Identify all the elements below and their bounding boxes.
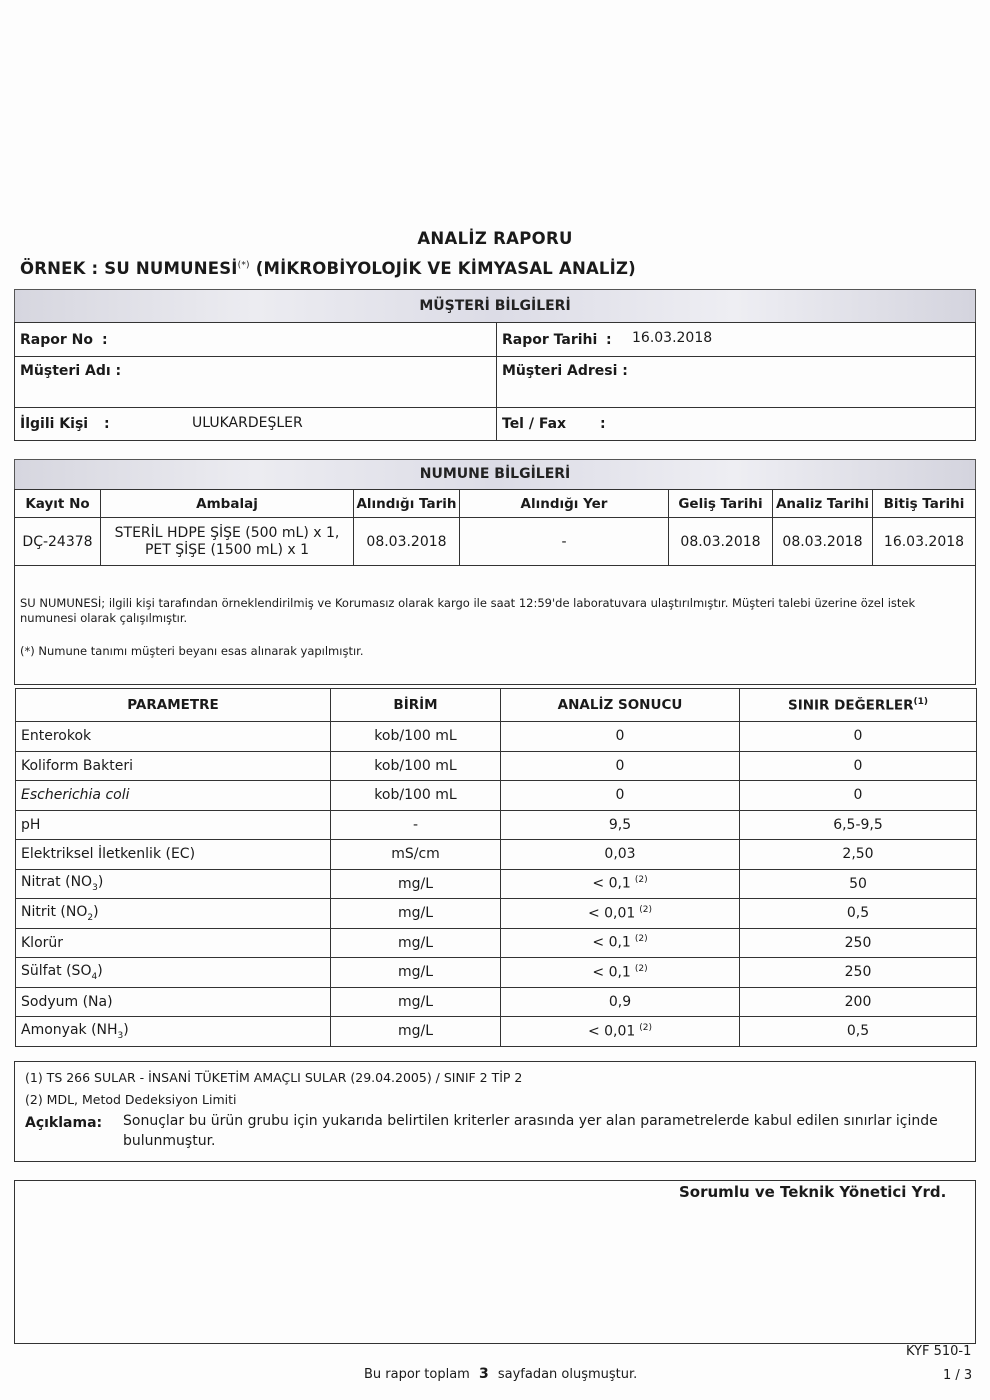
subtitle-mark: (*) bbox=[237, 260, 250, 271]
param-unit: mS/cm bbox=[331, 840, 501, 870]
param-result bbox=[501, 987, 740, 1017]
ilgili-kisi-value: ULUKARDEŞLER bbox=[192, 415, 303, 431]
header-birim: BİRİM bbox=[331, 689, 501, 722]
param-name-close: ) bbox=[93, 903, 99, 920]
param-name bbox=[16, 751, 331, 781]
param-result-text: 0 bbox=[615, 787, 625, 804]
param-name-subscript: 2 bbox=[87, 912, 94, 923]
param-result-text: 0,9 bbox=[608, 993, 632, 1010]
tel-fax-label: Tel / Fax bbox=[502, 416, 567, 432]
param-result bbox=[501, 899, 740, 929]
param-unit: kob/100 mL bbox=[331, 781, 501, 811]
table-row bbox=[16, 869, 977, 899]
param-result bbox=[501, 958, 740, 988]
report-title: ANALİZ RAPORU bbox=[417, 229, 573, 248]
param-result-mark: (2) bbox=[634, 934, 648, 945]
rapor-no-label: Rapor No bbox=[20, 332, 93, 348]
customer-divider-vertical bbox=[496, 322, 497, 441]
table-row bbox=[16, 899, 977, 929]
param-name-close: ) bbox=[97, 874, 104, 891]
aciklama-label: Açıklama: bbox=[25, 1115, 103, 1131]
rapor-tarihi-value: 16.03.2018 bbox=[632, 330, 713, 346]
sample-ambalaj bbox=[100, 517, 354, 566]
param-limit: 6,5-9,5 bbox=[740, 810, 977, 840]
sample-bitis-tarihi: 16.03.2018 bbox=[872, 517, 976, 566]
results-body bbox=[16, 722, 977, 1047]
table-row bbox=[16, 840, 977, 870]
subtitle-tail: (MİKROBİYOLOJİK VE KİMYASAL ANALİZ) bbox=[249, 259, 636, 278]
sample-section-title: NUMUNE BİLGİLERİ bbox=[419, 466, 571, 482]
sample-header-ambalaj: Ambalaj bbox=[100, 489, 354, 518]
signature-title: Sorumlu ve Teknik Yönetici Yrd. bbox=[679, 1183, 947, 1201]
header-sinir-degerler bbox=[740, 689, 977, 722]
param-result bbox=[501, 928, 740, 958]
param-limit: 0,5 bbox=[740, 899, 977, 929]
rapor-no-colon: : bbox=[102, 332, 108, 348]
param-result bbox=[501, 781, 740, 811]
param-name-text: Amonyak (NH bbox=[21, 1021, 118, 1038]
pages-total: 3 bbox=[478, 1366, 489, 1382]
footnote-1: (1) TS 266 SULAR - İNSANİ TÜKETİM AMAÇLI SULAR (29.04.2005) / SINIF 2 TİP 2 bbox=[25, 1070, 523, 1085]
table-row bbox=[16, 722, 977, 752]
param-unit: mg/L bbox=[331, 869, 501, 899]
signature-box bbox=[14, 1180, 976, 1344]
param-unit: kob/100 mL bbox=[331, 751, 501, 781]
aciklama-line-2: bulunmuştur. bbox=[123, 1133, 216, 1149]
param-name-text: Elektriksel İletkenlik (EC) bbox=[21, 846, 196, 863]
param-limit: 0,5 bbox=[740, 1017, 977, 1047]
report-subtitle bbox=[20, 259, 636, 278]
header-parametre: PARAMETRE bbox=[16, 689, 331, 722]
param-unit: mg/L bbox=[331, 1017, 501, 1047]
sample-alindigi-yer: - bbox=[459, 517, 669, 566]
sample-header-kayit-no: Kayıt No bbox=[14, 489, 101, 518]
pages-prefix: Bu rapor toplam bbox=[364, 1367, 470, 1382]
param-unit: kob/100 mL bbox=[331, 722, 501, 752]
sample-header-gelis-tarihi: Geliş Tarihi bbox=[668, 489, 773, 518]
table-row bbox=[16, 958, 977, 988]
param-limit: 0 bbox=[740, 781, 977, 811]
sample-header-alindigi-yer: Alındığı Yer bbox=[459, 489, 669, 518]
param-result bbox=[501, 840, 740, 870]
param-unit: mg/L bbox=[331, 899, 501, 929]
customer-info-box bbox=[14, 322, 976, 441]
header-sinir-mark: (1) bbox=[913, 696, 928, 707]
param-name bbox=[16, 840, 331, 870]
subtitle-main: ÖRNEK : SU NUMUNESİ bbox=[20, 259, 238, 278]
sample-note-2: (*) Numune tanımı müşteri beyanı esas alınarak yapılmıştır. bbox=[20, 644, 364, 658]
customer-section-header bbox=[14, 289, 976, 323]
param-limit: 250 bbox=[740, 928, 977, 958]
param-name-text: Sodyum (Na) bbox=[21, 993, 113, 1010]
param-result-mark: (2) bbox=[639, 904, 653, 915]
param-result-mark: (2) bbox=[634, 875, 648, 886]
ilgili-kisi-colon: : bbox=[104, 416, 110, 432]
table-row bbox=[16, 751, 977, 781]
sample-ambalaj-line1: STERİL HDPE ŞİŞE (500 mL) x 1, bbox=[114, 524, 340, 541]
aciklama-line-1: Sonuçlar bu ürün grubu için yukarıda belirtilen kriterler arasında yer alan parametrelerde kabul edilen sınırlar içinde bbox=[123, 1113, 938, 1129]
param-limit: 0 bbox=[740, 751, 977, 781]
param-name bbox=[16, 869, 331, 899]
sample-ambalaj-line2: PET ŞİŞE (1500 mL) x 1 bbox=[144, 541, 310, 558]
param-name bbox=[16, 810, 331, 840]
sample-header-alindigi-tarih: Alındığı Tarih bbox=[353, 489, 460, 518]
param-result bbox=[501, 1017, 740, 1047]
param-name-text: Enterokok bbox=[21, 728, 92, 745]
param-name-close: ) bbox=[123, 1021, 129, 1038]
rapor-tarihi-label: Rapor Tarihi bbox=[502, 332, 598, 348]
param-result-mark: (2) bbox=[639, 1022, 653, 1033]
rapor-tarihi-colon: : bbox=[606, 332, 612, 348]
param-unit: - bbox=[331, 810, 501, 840]
pages-suffix: sayfadan oluşmuştur. bbox=[497, 1367, 638, 1382]
param-unit: mg/L bbox=[331, 958, 501, 988]
form-code: KYF 510-1 bbox=[906, 1344, 972, 1359]
table-row bbox=[16, 928, 977, 958]
param-name-subscript: 4 bbox=[91, 971, 98, 982]
param-result-text: < 0,1 bbox=[592, 964, 631, 981]
param-result-text: < 0,01 bbox=[587, 905, 636, 922]
param-name bbox=[16, 987, 331, 1017]
param-name bbox=[16, 958, 331, 988]
param-name bbox=[16, 899, 331, 929]
customer-divider-1 bbox=[14, 356, 976, 357]
sample-header-analiz-tarihi: Analiz Tarihi bbox=[772, 489, 873, 518]
param-result bbox=[501, 869, 740, 899]
param-unit: mg/L bbox=[331, 928, 501, 958]
param-result-text: 0 bbox=[615, 757, 625, 774]
param-unit: mg/L bbox=[331, 987, 501, 1017]
param-name bbox=[16, 781, 331, 811]
customer-section-title: MÜŞTERİ BİLGİLERİ bbox=[419, 298, 571, 314]
param-limit: 2,50 bbox=[740, 840, 977, 870]
param-name-text: Nitrat (NO bbox=[21, 874, 93, 891]
param-name-close: ) bbox=[97, 962, 103, 979]
param-limit: 50 bbox=[740, 869, 977, 899]
results-table bbox=[15, 688, 977, 1047]
param-result-mark: (2) bbox=[634, 963, 648, 974]
param-name bbox=[16, 928, 331, 958]
table-row bbox=[16, 987, 977, 1017]
param-result-text: 0 bbox=[615, 728, 625, 745]
table-row bbox=[16, 1017, 977, 1047]
header-analiz-sonucu: ANALİZ SONUCU bbox=[501, 689, 740, 722]
sample-section-header bbox=[14, 459, 976, 490]
param-limit: 200 bbox=[740, 987, 977, 1017]
param-result-text: < 0,1 bbox=[592, 876, 631, 893]
sample-kayit-no: DÇ-24378 bbox=[14, 517, 101, 566]
param-name-text: Sülfat (SO bbox=[21, 962, 92, 979]
sample-gelis-tarihi: 08.03.2018 bbox=[668, 517, 773, 566]
param-name-text: Koliform Bakteri bbox=[21, 757, 133, 774]
results-header-row bbox=[16, 689, 977, 722]
musteri-adi-label: Müşteri Adı : bbox=[20, 363, 122, 379]
param-result-text: 0,03 bbox=[604, 846, 636, 863]
param-name-text: Escherichia coli bbox=[21, 787, 130, 804]
param-result-text: < 0,01 bbox=[587, 1023, 636, 1040]
ilgili-kisi-label: İlgili Kişi bbox=[20, 416, 89, 432]
pages-note bbox=[364, 1366, 637, 1382]
table-row bbox=[16, 810, 977, 840]
customer-divider-2 bbox=[14, 407, 976, 408]
musteri-adresi-label: Müşteri Adresi : bbox=[502, 363, 628, 379]
param-result-text: 9,5 bbox=[608, 816, 632, 833]
param-name-text: Nitrit (NO bbox=[21, 903, 88, 920]
footnote-2: (2) MDL, Metod Dedeksiyon Limiti bbox=[25, 1092, 237, 1107]
param-result-text: < 0,1 bbox=[592, 935, 631, 952]
sample-alindigi-tarih: 08.03.2018 bbox=[353, 517, 460, 566]
sample-header-bitis-tarihi: Bitiş Tarihi bbox=[872, 489, 976, 518]
param-name-text: Klorür bbox=[21, 934, 64, 951]
param-limit: 250 bbox=[740, 958, 977, 988]
param-name-subscript: 3 bbox=[117, 1030, 124, 1041]
param-result bbox=[501, 751, 740, 781]
param-result bbox=[501, 722, 740, 752]
page-index: 1 / 3 bbox=[943, 1368, 973, 1383]
param-name-subscript: 3 bbox=[92, 883, 98, 894]
param-result bbox=[501, 810, 740, 840]
param-name-text: pH bbox=[21, 816, 41, 833]
header-sinir-text: SINIR DEĞERLER bbox=[787, 697, 914, 714]
param-limit: 0 bbox=[740, 722, 977, 752]
param-name bbox=[16, 722, 331, 752]
table-row bbox=[16, 781, 977, 811]
param-name bbox=[16, 1017, 331, 1047]
tel-fax-colon: : bbox=[600, 416, 606, 432]
sample-note-1: SU NUMUNESİ; ilgili kişi tarafından örneklendirilmiş ve Korumasız olarak kargo ile saat 12:59'de laboratuvara ulaştırılmıştır. Müşteri talebi üzerine özel istek numunesi olarak çalışılmıştır. bbox=[20, 596, 916, 625]
sample-analiz-tarihi: 08.03.2018 bbox=[772, 517, 873, 566]
